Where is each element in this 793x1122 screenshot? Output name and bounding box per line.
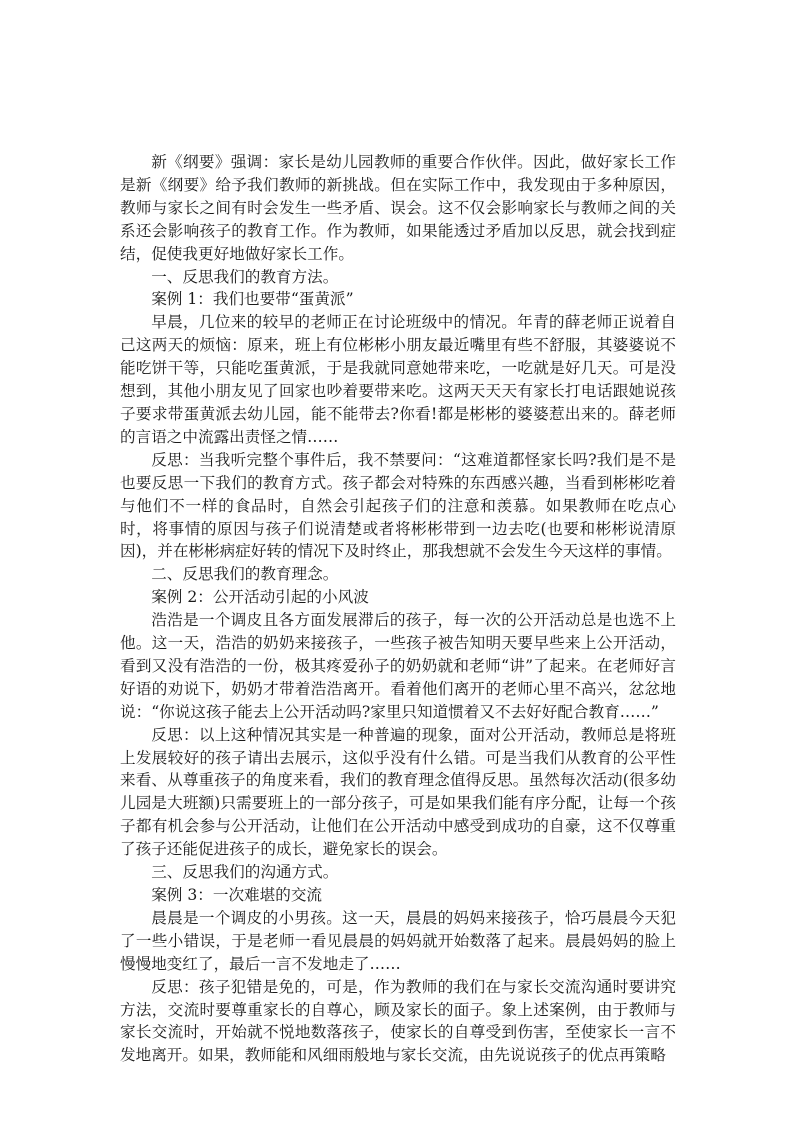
- reflection-3-paragraph: 反思：孩子犯错是免的，可是，作为教师的我们在与家长交流沟通时要讲究方法，交流时要尊重家长的自尊心，顾及家长的面子。象上述案例，由于教师与家长交流时，开始就不悦地数落孩子，使家长的自尊受到伤害，至使家长一言不发地离开。如果，教师能和风细雨般地与家长交流，由先说说孩子的优点再策略: [120, 977, 676, 1065]
- reflection-2-paragraph: 反思：以上这种情况其实是一种普遍的现象，面对公开活动，教师总是将班上发展较好的孩子请出去展示，这似乎没有什么错。可是当我们从教育的公平性来看、从尊重孩子的角度来看，我们的教育理念值得反思。虽然每次活动(很多幼儿园是大班额)只需要班上的一部分孩子，可是如果我们能有序分配，让每一个孩子都有机会参与公开活动，让他们在公开活动中感受到成功的自豪，这不仅尊重了孩子还能促进孩子的成长，避免家长的误会。: [120, 725, 676, 859]
- intro-paragraph: 新《纲要》强调：家长是幼儿园教师的重要合作伙伴。因此，做好家长工作是新《纲要》给予我们教师的新挑战。但在实际工作中，我发现由于多种原因，教师与家长之间有时会发生一些矛盾、误会。这不仅会影响家长与教师之间的关系还会影响孩子的教育工作。作为教师，如果能透过矛盾加以反思，就会找到症结，促使我更好地做好家长工作。: [120, 153, 676, 263]
- case-title-3: 案例 3：一次难堪的交流: [151, 886, 323, 904]
- case-2-paragraph: 浩浩是一个调皮且各方面发展滞后的孩子，每一次的公开活动总是也选不上他。这一天，浩浩的奶奶来接孩子，一些孩子被告知明天要早些来上公开活动，看到又没有浩浩的一份，极其疼爱孙子的奶奶就和老师“讲”了起来。在老师好言好语的劝说下，奶奶才带着浩浩离开。看着他们离开的老师心里不高兴，忿忿地说：“你说这孩子能去上公开活动吗?家里只知道惯着又不去好好配合教育……”: [120, 611, 676, 721]
- section-heading-2: 二、反思我们的教育理念。: [151, 565, 339, 584]
- document-body: [120, 151, 676, 1067]
- case-3-paragraph: 晨晨是一个调皮的小男孩。这一天，晨晨的妈妈来接孩子，恰巧晨晨今天犯了一些小错误，于是老师一看见晨晨的妈妈就开始数落了起来。晨晨妈妈的脸上慢慢地变红了，最后一言不发地走了……: [120, 908, 676, 973]
- section-heading-3: 三、反思我们的沟通方式。: [151, 863, 339, 882]
- reflection-1-paragraph: 反思：当我听完整个事件后，我不禁要问：“这难道都怪家长吗?我们是不是也要反思一下我们的教育方式。孩子都会对特殊的东西感兴趣，当看到彬彬吃着与他们不一样的食品时，自然会引起孩子们的注意和羡慕。如果教师在吃点心时，将事情的原因与孩子们说清楚或者将彬彬带到一边去吃(也要和彬彬说清原因)，并在彬彬病症好转的情况下及时终止，那我想就不会发生今天这样的事情。: [120, 450, 676, 561]
- case-title-2: 案例 2：公开活动引起的小风波: [151, 588, 369, 607]
- case-title-1: 案例 1：我们也要带“蛋黄派”: [151, 290, 354, 309]
- case-1-paragraph: 早晨，几位来的较早的老师正在讨论班级中的情况。年青的薛老师正说着自己这两天的烦恼：原来，班上有位彬彬小朋友最近嘴里有些不舒服，其婆婆说不能吃饼干等，只能吃蛋黄派，于是我就同意她带来吃，一吃就是好几天。可是没想到，其他小朋友见了回家也吵着要带来吃。这两天天天有家长打电话跟她说孩子要求带蛋黄派去幼儿园，能不能带去?你看!都是彬彬的婆婆惹出来的。薛老师的言语之中流露出责怪之情……: [120, 313, 676, 446]
- section-heading-1: 一、反思我们的教育方法。: [151, 267, 339, 286]
